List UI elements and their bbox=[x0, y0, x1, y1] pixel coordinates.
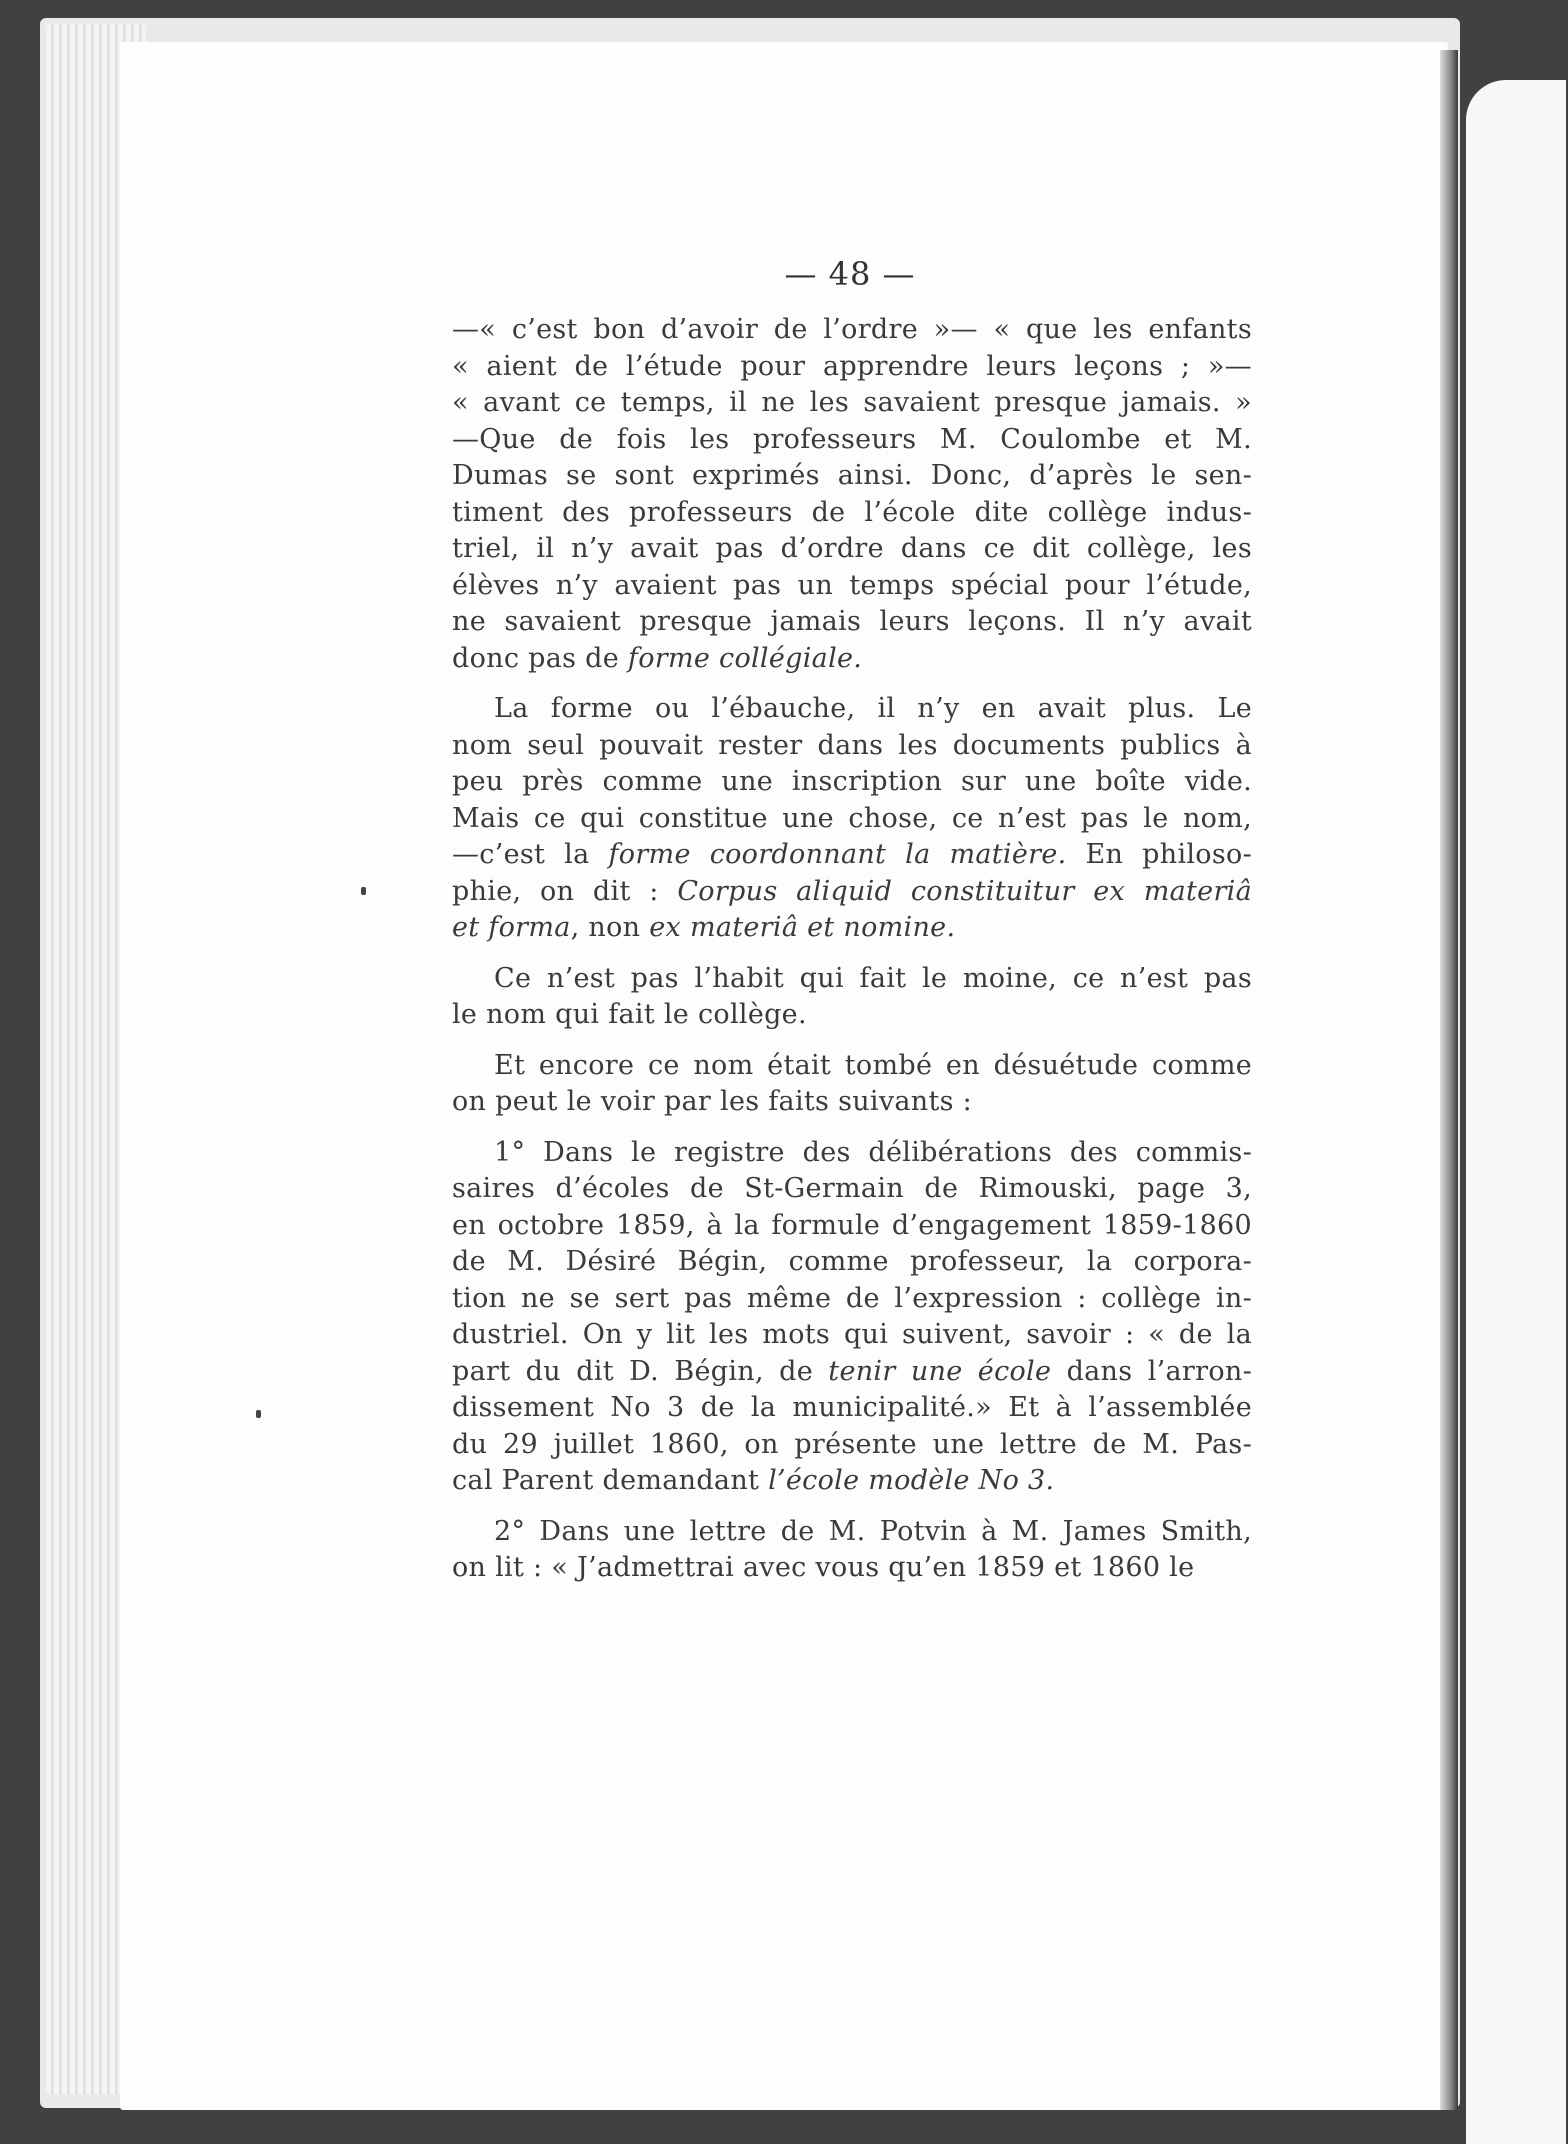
text-segment: du 29 juillet 1860, on présente une lettre de M. Pas- bbox=[452, 1428, 1252, 1460]
text-segment: , non bbox=[570, 912, 650, 943]
italic-text: forme coordonnant la matière. bbox=[608, 839, 1067, 870]
text-line bbox=[452, 422, 1252, 459]
text-line bbox=[452, 1084, 1252, 1121]
ink-speck bbox=[361, 887, 366, 895]
text-segment: donc pas de bbox=[452, 642, 628, 674]
text-line bbox=[452, 1514, 1252, 1551]
ink-speck bbox=[256, 1410, 261, 1418]
text-segment: Et encore ce nom était tombé en désuétude comme bbox=[494, 1049, 1252, 1081]
text-line bbox=[452, 764, 1252, 801]
text-segment: timent des professeurs de l’école dite collège indus- bbox=[452, 496, 1252, 528]
paragraph-gap bbox=[452, 677, 1252, 691]
text-line bbox=[452, 385, 1252, 422]
text-segment: on peut le voir par les faits suivants : bbox=[452, 1086, 973, 1117]
text-segment: phie, on dit : bbox=[452, 875, 678, 907]
text-segment: dans l’arron- bbox=[1051, 1355, 1252, 1387]
text-line bbox=[452, 801, 1252, 838]
page-number: — 48 — bbox=[784, 255, 916, 293]
text-line bbox=[452, 1550, 1252, 1587]
text-line bbox=[452, 837, 1252, 874]
text-segment: 2° Dans une lettre de M. Potvin à M. James Smith, bbox=[494, 1515, 1252, 1547]
italic-text: Corpus aliquid constituitur ex materiâ bbox=[677, 875, 1252, 907]
text-line bbox=[452, 874, 1252, 911]
text-line bbox=[452, 495, 1252, 532]
paragraph bbox=[452, 961, 1252, 1034]
text-line bbox=[452, 1244, 1252, 1281]
text-segment: 1° Dans le registre des délibérations des commis- bbox=[494, 1136, 1252, 1168]
text-segment: « avant ce temps, il ne les savaient presque jamais. » bbox=[452, 387, 1252, 418]
facing-page bbox=[1466, 80, 1566, 2144]
text-segment: cal Parent demandant bbox=[452, 1465, 769, 1496]
text-line bbox=[452, 691, 1252, 728]
text-segment: La forme ou l’ébauche, il n’y en avait plus. Le bbox=[494, 693, 1252, 724]
text-segment: Dumas se sont exprimés ainsi. Donc, d’après le sen- bbox=[452, 460, 1252, 491]
text-line bbox=[452, 728, 1252, 765]
text-segment: Mais ce qui constitue une chose, ce n’est pas le nom, bbox=[452, 802, 1252, 834]
text-line bbox=[452, 1135, 1252, 1172]
text-segment: En philoso- bbox=[1066, 839, 1252, 870]
paragraph-gap bbox=[452, 1500, 1252, 1514]
text-segment: « aient de l’étude pour apprendre leurs leçons ; »— bbox=[452, 350, 1252, 382]
paragraph-gap bbox=[452, 1121, 1252, 1135]
text-line bbox=[452, 961, 1252, 998]
italic-text: tenir une école bbox=[828, 1355, 1052, 1387]
text-line bbox=[452, 312, 1252, 349]
text-segment: —Que de fois les professeurs M. Coulombe et M. bbox=[452, 423, 1252, 455]
text-segment: triel, il n’y avait pas d’ordre dans ce dit collège, les bbox=[452, 533, 1252, 564]
text-line bbox=[452, 531, 1252, 568]
text-segment: Ce n’est pas l’habit qui fait le moine, ce n’est pas bbox=[494, 962, 1252, 994]
text-line bbox=[452, 568, 1252, 605]
text-line bbox=[452, 604, 1252, 641]
italic-text: ex materiâ et nomine. bbox=[649, 912, 956, 943]
text-segment: en octobre 1859, à la formule d’engagement 1859-1860 bbox=[452, 1209, 1252, 1241]
text-segment: le nom qui fait le collège. bbox=[452, 999, 807, 1030]
italic-text: et forma bbox=[452, 912, 571, 943]
italic-text: forme collégiale. bbox=[627, 642, 863, 674]
paragraph-gap bbox=[452, 1034, 1252, 1048]
text-line bbox=[452, 1354, 1252, 1391]
text-segment: —« c’est bon d’avoir de l’ordre »— « que les enfants bbox=[452, 314, 1252, 345]
text-line bbox=[452, 997, 1252, 1034]
italic-text: l’école modèle No 3. bbox=[768, 1465, 1055, 1496]
text-line bbox=[452, 1427, 1252, 1464]
text-segment: peu près comme une inscription sur une boîte vide. bbox=[452, 766, 1252, 797]
text-segment: dissement No 3 de la municipalité.» Et à l’assemblée bbox=[452, 1392, 1252, 1423]
text-segment: ne savaient presque jamais leurs leçons. Il n’y avait bbox=[452, 606, 1252, 637]
paragraph bbox=[452, 312, 1252, 677]
text-line bbox=[452, 641, 1252, 678]
text-line bbox=[452, 1281, 1252, 1318]
text-segment: élèves n’y avaient pas un temps spécial pour l’étude, bbox=[452, 569, 1252, 601]
book-gutter bbox=[1440, 50, 1458, 2110]
text-line bbox=[452, 1048, 1252, 1085]
text-segment: on lit : « J’admettrai avec vous qu’en 1859 et 1860 le bbox=[452, 1552, 1195, 1583]
paragraph bbox=[452, 1135, 1252, 1500]
text-line bbox=[452, 1390, 1252, 1427]
paragraph bbox=[452, 1048, 1252, 1121]
text-line bbox=[452, 1463, 1252, 1500]
text-segment: nom seul pouvait rester dans les documents publics à bbox=[452, 729, 1252, 761]
text-segment: saires d’écoles de St-Germain de Rimouski, page 3, bbox=[452, 1173, 1252, 1204]
text-line bbox=[452, 458, 1252, 495]
text-segment: part du dit D. Bégin, de bbox=[452, 1355, 829, 1387]
text-line bbox=[452, 1317, 1252, 1354]
paragraph bbox=[452, 691, 1252, 947]
paragraph-gap bbox=[452, 947, 1252, 961]
text-segment: tion ne se sert pas même de l’expression : collège in- bbox=[452, 1282, 1252, 1314]
text-line bbox=[452, 910, 1252, 947]
text-segment: de M. Désiré Bégin, comme professeur, la corpora- bbox=[452, 1246, 1252, 1277]
text-segment: —c’est la bbox=[452, 839, 609, 870]
text-line bbox=[452, 349, 1252, 386]
text-line bbox=[452, 1208, 1252, 1245]
text-line bbox=[452, 1171, 1252, 1208]
body-text bbox=[452, 312, 1252, 1587]
paragraph bbox=[452, 1514, 1252, 1587]
text-segment: dustriel. On y lit les mots qui suivent, savoir : « de la bbox=[452, 1319, 1252, 1350]
